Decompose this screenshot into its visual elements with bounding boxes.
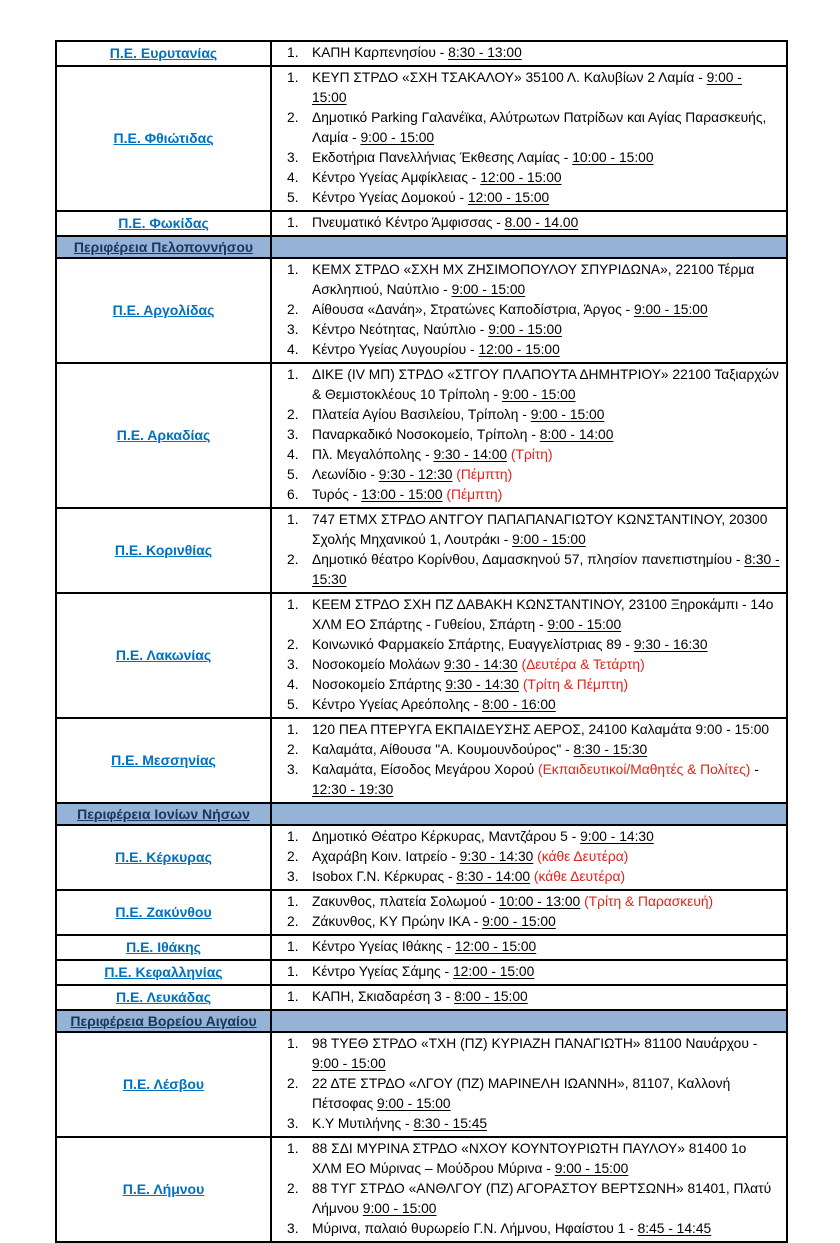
- time-range: 9:30 - 14:30: [443, 657, 518, 672]
- regional-unit-link[interactable]: Π.Ε. Ιθάκης: [126, 939, 201, 955]
- time-range: 9:00 - 15:00: [312, 1056, 386, 1071]
- regional-unit-row: [56, 41, 787, 66]
- regional-unit-row: [56, 258, 787, 363]
- regional-unit-row: [56, 508, 787, 593]
- time-range: 9:30 - 12:30: [378, 467, 453, 482]
- time-range: 9:30 - 14:00: [433, 447, 508, 462]
- location-list: [282, 68, 780, 208]
- region-band-cell: [56, 1010, 271, 1032]
- time-range: 9:30 - 14:30: [445, 677, 519, 692]
- locations-cell: [271, 258, 787, 363]
- regional-unit-cell: [56, 593, 271, 718]
- time-range: 12:00 - 15:00: [452, 964, 535, 979]
- location-item: [282, 108, 780, 148]
- location-text: Κέντρο Υγείας Αμφίκλειας -: [312, 170, 481, 185]
- day-note: (κάθε Δευτέρα): [537, 849, 629, 864]
- locations-cell: [271, 41, 787, 66]
- location-item: [282, 510, 780, 550]
- location-item: [282, 720, 780, 740]
- location-text: Πνευματικό Κέντρο Άμφισσας -: [312, 215, 505, 230]
- location-list: [282, 827, 780, 887]
- location-text: Δημοτικό Parking Γαλανέϊκα, Αλύτρωτων Πατρίδων και Αγίας Παρασκευής, Λαμία -: [312, 110, 767, 145]
- location-text: Κ.Υ Μυτιλήνης -: [312, 1116, 414, 1131]
- time-range: 12:00 - 15:00: [467, 190, 550, 205]
- regional-unit-link[interactable]: Π.Ε. Λέσβου: [122, 1076, 205, 1092]
- location-list: [282, 260, 780, 360]
- regional-unit-link[interactable]: Π.Ε. Λακωνίας: [115, 647, 212, 663]
- time-range: 10:00 - 15:00: [572, 150, 654, 165]
- locations-cell: [271, 985, 787, 1010]
- time-range: 9:00 - 15:00: [554, 1161, 629, 1176]
- regional-unit-link[interactable]: Π.Ε. Λευκάδας: [115, 989, 212, 1005]
- region-band-row: [56, 236, 787, 258]
- region-band-spacer: [271, 236, 787, 258]
- regional-unit-link[interactable]: Π.Ε. Αρκαδίας: [116, 427, 211, 443]
- time-range: 9:00 - 15:00: [360, 130, 435, 145]
- regional-unit-cell: [56, 935, 271, 960]
- location-item: [282, 937, 780, 957]
- regional-unit-row: [56, 890, 787, 935]
- location-text: Μύρινα, παλαιό θυρωρείο Γ.Ν. Λήμνου, Ηφαίστου 1 -: [312, 1221, 638, 1236]
- location-list: [282, 510, 780, 590]
- location-text: Αχαράβη Κοιν. Ιατρείο -: [312, 849, 460, 864]
- time-range: 8:45 - 14:45: [637, 1221, 712, 1236]
- regional-unit-link[interactable]: Π.Ε. Μεσσηνίας: [111, 752, 216, 768]
- regional-unit-link[interactable]: Π.Ε. Ευρυτανίας: [109, 45, 218, 61]
- locations-cell: [271, 508, 787, 593]
- location-item: [282, 550, 780, 590]
- location-text: Κέντρο Υγείας Ιθάκης -: [312, 939, 455, 954]
- location-item: [282, 760, 780, 800]
- location-item: [282, 213, 780, 233]
- location-text: Αίθουσα «Δανάη», Στρατώνες Καποδίστρια, Άργος -: [312, 302, 634, 317]
- regional-unit-link[interactable]: Π.Ε. Φθιώτιδας: [113, 130, 214, 146]
- time-range: 9:30 - 14:30: [459, 849, 534, 864]
- location-item: [282, 675, 780, 695]
- regional-unit-cell: [56, 825, 271, 890]
- regional-unit-link[interactable]: Π.Ε. Φωκίδας: [118, 215, 209, 231]
- time-range: 9:00 - 15:00: [530, 407, 605, 422]
- time-range: 8:30 - 13:00: [448, 45, 522, 60]
- day-note: (Πέμπτη): [456, 467, 513, 482]
- location-text: 88 ΤΥΓ ΣΤΡΔΟ «ΑΝΘΛΓΟΥ (ΠΖ) ΑΓΟΡΑΣΤΟΥ ΒΕΡΤΣΩΝΗ» 81401, Πλατύ Λήμνου: [312, 1181, 772, 1216]
- regional-unit-row: [56, 1137, 787, 1242]
- location-text: -: [750, 762, 759, 777]
- regional-unit-link[interactable]: Π.Ε. Ζακύνθου: [115, 904, 212, 920]
- location-text: ΚΕΕΜ ΣΤΡΔΟ ΣΧΗ ΠΖ ΔΑΒΑΚΗ ΚΩΝΣΤΑΝΤΙΝΟΥ, 23100 Ξηροκάμπι - 14ο ΧΛΜ ΕΟ Σπάρτης - Γυθείου, Σπάρτη -: [312, 597, 774, 632]
- location-item: [282, 300, 780, 320]
- regional-unit-cell: [56, 1032, 271, 1137]
- location-item: [282, 1179, 780, 1219]
- location-item: [282, 827, 780, 847]
- location-list: [282, 720, 780, 800]
- time-range: 9:00 - 15:00: [376, 1096, 451, 1111]
- location-item: [282, 912, 780, 932]
- location-item: [282, 168, 780, 188]
- location-text: Νοσοκομείο Σπάρτης: [312, 677, 446, 692]
- location-text: ΚΑΠΗ, Σκιαδαρέση 3 -: [312, 989, 455, 1004]
- location-text: ΚΑΠΗ Καρπενησίου -: [312, 45, 449, 60]
- time-range: 9:00 - 15:00: [512, 532, 586, 547]
- locations-cell: [271, 825, 787, 890]
- location-list: [282, 1034, 780, 1134]
- location-item: [282, 365, 780, 405]
- location-text: Κέντρο Υγείας Αρεόπολης -: [312, 697, 483, 712]
- time-range: 12:30 - 19:30: [312, 782, 394, 797]
- locations-cell: [271, 363, 787, 508]
- location-item: [282, 340, 780, 360]
- location-text: Νοσοκομείο Μολάων: [312, 657, 444, 672]
- location-item: [282, 1074, 780, 1114]
- regional-unit-row: [56, 960, 787, 985]
- location-item: [282, 405, 780, 425]
- regional-unit-cell: [56, 985, 271, 1010]
- location-item: [282, 595, 780, 635]
- location-list: [282, 987, 780, 1007]
- time-range: 12:00 - 15:00: [480, 170, 562, 185]
- time-range: 8:00 - 14:00: [539, 427, 614, 442]
- location-text: Isobox Γ.Ν. Κέρκυρας -: [312, 869, 457, 884]
- locations-cell: [271, 1032, 787, 1137]
- time-range: 9:00 - 15:00: [634, 302, 708, 317]
- time-range: 8:30 - 14:00: [456, 869, 531, 884]
- regional-unit-row: [56, 825, 787, 890]
- location-item: [282, 320, 780, 340]
- location-text: Κέντρο Υγείας Δομοκού -: [312, 190, 468, 205]
- location-item: [282, 635, 780, 655]
- time-range: 8:30 - 15:30: [573, 742, 648, 757]
- location-text: Καλαμάτα, Αίθουσα "Α. Κουμουνδούρος" -: [312, 742, 574, 757]
- regional-unit-row: [56, 1032, 787, 1137]
- location-text: Πλ. Μεγαλόπολης -: [312, 447, 434, 462]
- regional-unit-cell: [56, 718, 271, 803]
- regional-unit-cell: [56, 258, 271, 363]
- regional-unit-cell: [56, 363, 271, 508]
- locations-cell: [271, 718, 787, 803]
- location-item: [282, 1034, 780, 1074]
- time-range: 12:00 - 15:00: [478, 342, 560, 357]
- time-range: 8:00 - 16:00: [482, 697, 556, 712]
- location-text: ΔΙΚΕ (IV ΜΠ) ΣΤΡΔΟ «ΣΤΓΟΥ ΠΛΑΠΟΥΤΑ ΔΗΜΗΤΡΙΟΥ» 22100 Ταξιαρχών & Θεμιστοκλέους 10 Τρίπολη -: [312, 367, 779, 402]
- locations-cell: [271, 211, 787, 236]
- region-band-link[interactable]: Περιφέρεια Βορείου Αιγαίου: [70, 1013, 257, 1029]
- day-note: (Εκπαιδευτικοί/Μαθητές & Πολίτες): [538, 762, 751, 777]
- day-note: (Τρίτη & Παρασκευή): [584, 894, 714, 909]
- location-text: Ζακυνθος, πλατεία Σολωμού -: [312, 894, 499, 909]
- locations-cell: [271, 890, 787, 935]
- locations-cell: [271, 66, 787, 211]
- regional-unit-row: [56, 718, 787, 803]
- day-note: (Πέμπτη): [446, 487, 503, 502]
- location-item: [282, 847, 780, 867]
- time-range: 8:30 - 15:30: [312, 552, 780, 587]
- location-item: [282, 740, 780, 760]
- location-list: [282, 595, 780, 715]
- location-item: [282, 1139, 780, 1179]
- location-text: Ζάκυνθος, ΚΥ Πρώην ΙΚΑ -: [312, 914, 483, 929]
- location-item: [282, 987, 780, 1007]
- time-range: 9:00 - 15:00: [482, 914, 556, 929]
- location-text: Κέντρο Νεότητας, Ναύπλιο -: [312, 322, 489, 337]
- time-range: 13:00 - 15:00: [361, 487, 443, 502]
- time-range: 9:00 - 15:00: [451, 282, 526, 297]
- location-item: [282, 1114, 780, 1134]
- time-range: 9:00 - 14:30: [580, 829, 654, 844]
- location-item: [282, 425, 780, 445]
- regional-unit-link[interactable]: Π.Ε. Κορινθίας: [114, 542, 213, 558]
- location-list: [282, 962, 780, 982]
- location-text: Δημοτικό Θέατρο Κέρκυρας, Μαντζάρου 5 -: [312, 829, 581, 844]
- locations-cell: [271, 935, 787, 960]
- time-range: 9:00 - 15:00: [312, 70, 742, 105]
- time-range: 12:00 - 15:00: [454, 939, 537, 954]
- location-item: [282, 43, 780, 63]
- location-item: [282, 188, 780, 208]
- regional-unit-cell: [56, 890, 271, 935]
- time-range: 9:00 - 15:00: [488, 322, 562, 337]
- location-list: [282, 43, 780, 63]
- regional-unit-row: [56, 66, 787, 211]
- location-item: [282, 445, 780, 465]
- regional-unit-cell: [56, 960, 271, 985]
- location-text: 747 ΕΤΜΧ ΣΤΡΔΟ ΑΝΤΓΟΥ ΠΑΠΑΠΑΝΑΓΙΩΤΟΥ ΚΩΝΣΤΑΝΤΙΝΟΥ, 20300 Σχολής Μηχανικού 1, Λουτράκι -: [312, 512, 768, 547]
- location-text: 22 ΔΤΕ ΣΤΡΔΟ «ΛΓΟΥ (ΠΖ) ΜΑΡΙΝΕΛΗ ΙΩΑΝΝΗ», 81107, Καλλονή Πέτσοφας: [312, 1076, 731, 1111]
- location-text: Καλαμάτα, Είσοδος Μεγάρου Χορού: [312, 762, 538, 777]
- location-list: [282, 213, 780, 233]
- location-text: ΚΕΥΠ ΣΤΡΔΟ «ΣΧΗ ΤΣΑΚΑΛΟΥ» 35100 Λ. Καλυβίων 2 Λαμία -: [312, 70, 707, 85]
- location-text: Πλατεία Αγίου Βασιλείου, Τρίπολη -: [312, 407, 531, 422]
- regional-unit-row: [56, 211, 787, 236]
- regional-unit-row: [56, 985, 787, 1010]
- location-item: [282, 68, 780, 108]
- schedule-table-body: [56, 41, 787, 1242]
- regional-unit-row: [56, 593, 787, 718]
- region-band-cell: [56, 803, 271, 825]
- regional-unit-link[interactable]: Π.Ε. Κεφαλληνίας: [104, 964, 223, 980]
- location-item: [282, 485, 780, 505]
- regional-unit-link[interactable]: Π.Ε. Κέρκυρας: [115, 849, 212, 865]
- region-band-cell: [56, 236, 271, 258]
- day-note: (κάθε Δευτέρα): [533, 869, 626, 884]
- location-text: Τυρός -: [312, 487, 362, 502]
- location-text: Δημοτικό θέατρο Κορίνθου, Δαμασκηνού 57, πλησίον πανεπιστημίου -: [312, 552, 745, 567]
- region-band-spacer: [271, 1010, 787, 1032]
- location-item: [282, 655, 780, 675]
- region-band-spacer: [271, 803, 787, 825]
- location-text: Κοινωνικό Φαρμακείο Σπάρτης, Ευαγγελίστριας 89 -: [312, 637, 634, 652]
- location-text: 120 ΠΕΑ ΠΤΕΡΥΓΑ ΕΚΠΑΙΔΕΥΣΗΣ ΑΕΡΟΣ, 24100 Καλαμάτα 9:00 - 15:00: [312, 722, 770, 737]
- regional-unit-cell: [56, 508, 271, 593]
- location-list: [282, 1139, 780, 1239]
- location-item: [282, 148, 780, 168]
- regional-unit-cell: [56, 66, 271, 211]
- location-list: [282, 892, 780, 932]
- day-note: (Τρίτη & Πέμπτη): [522, 677, 629, 692]
- location-item: [282, 1219, 780, 1239]
- regional-unit-link[interactable]: Π.Ε. Αργολίδας: [112, 302, 215, 318]
- day-note: (Τρίτη): [510, 447, 553, 462]
- time-range: 9:00 - 15:00: [501, 387, 576, 402]
- location-text: 98 ΤΥΕΘ ΣΤΡΔΟ «ΤΧΗ (ΠΖ) ΚΥΡΙΑΖΗ ΠΑΝΑΓΙΩΤΗ» 81100 Ναυάρχου -: [312, 1036, 758, 1051]
- locations-cell: [271, 593, 787, 718]
- region-band-link[interactable]: Περιφέρεια Ιονίων Νήσων: [77, 806, 250, 822]
- location-item: [282, 867, 780, 887]
- regional-unit-cell: [56, 1137, 271, 1242]
- location-text: Κέντρο Υγείας Λυγουρίου -: [312, 342, 479, 357]
- regional-unit-link[interactable]: Π.Ε. Λήμνου: [122, 1181, 205, 1197]
- location-list: [282, 937, 780, 957]
- location-item: [282, 260, 780, 300]
- location-text: 88 ΣΔΙ ΜΥΡΙΝΑ ΣΤΡΔΟ «ΝΧΟΥ ΚΟΥΝΤΟΥΡΙΩΤΗ ΠΑΥΛΟΥ» 81400 1ο ΧΛΜ ΕΟ Μύρινας – Μούδρου Μύρινα -: [312, 1141, 747, 1176]
- time-range: 9:00 - 15:00: [547, 617, 622, 632]
- time-range: 9:00 - 15:00: [362, 1201, 437, 1216]
- location-text: Εκδοτήρια Πανελλήνιας Έκθεσης Λαμίας -: [312, 150, 573, 165]
- location-text: Παναρκαδικό Νοσοκομείο, Τρίπολη -: [312, 427, 540, 442]
- time-range: 10:00 - 13:00: [498, 894, 581, 909]
- vaccination-schedule-table: [55, 40, 788, 1243]
- region-band-row: [56, 1010, 787, 1032]
- locations-cell: [271, 1137, 787, 1242]
- time-range: 8.00 - 14.00: [504, 215, 579, 230]
- location-list: [282, 365, 780, 505]
- location-item: [282, 962, 780, 982]
- regional-unit-cell: [56, 211, 271, 236]
- time-range: 8:00 - 15:00: [454, 989, 528, 1004]
- location-text: Κέντρο Υγείας Σάμης -: [312, 964, 453, 979]
- locations-cell: [271, 960, 787, 985]
- location-text: ΚΕΜΧ ΣΤΡΔΟ «ΣΧΗ ΜΧ ΖΗΣΙΜΟΠΟΥΛΟΥ ΣΠΥΡΙΔΩΝΑ», 22100 Τέρμα Ασκληπιού, Ναύπλιο -: [312, 262, 755, 297]
- location-item: [282, 465, 780, 485]
- time-range: 9:30 - 16:30: [633, 637, 708, 652]
- regional-unit-row: [56, 935, 787, 960]
- regional-unit-cell: [56, 41, 271, 66]
- regional-unit-row: [56, 363, 787, 508]
- location-text: Λεωνίδιο -: [312, 467, 379, 482]
- time-range: 8:30 - 15:45: [413, 1116, 488, 1131]
- region-band-row: [56, 803, 787, 825]
- location-item: [282, 892, 780, 912]
- region-band-link[interactable]: Περιφέρεια Πελοποννήσου: [73, 239, 254, 255]
- location-item: [282, 695, 780, 715]
- day-note: (Δευτέρα & Τετάρτη): [521, 657, 645, 672]
